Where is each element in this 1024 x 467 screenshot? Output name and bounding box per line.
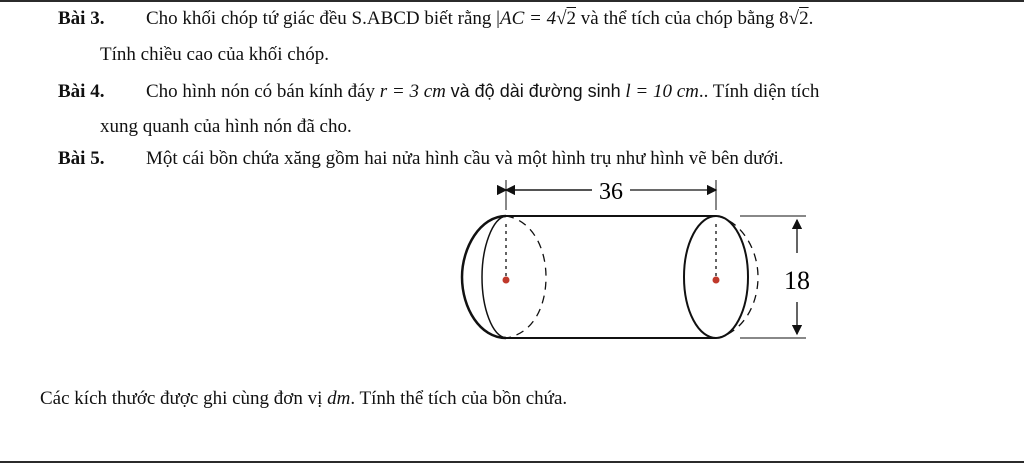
problem-3-text-after: và thể tích của chóp bằng 8 — [580, 8, 789, 29]
problem-4-line-2: xung quanh của hình nón đã cho. — [100, 116, 352, 137]
problem-5-label: Bài 5. — [58, 148, 105, 169]
left-cap-inner — [482, 216, 506, 338]
right-center-dot — [713, 277, 720, 284]
problem-4-mid-text: và độ dài đường sinh — [450, 81, 621, 101]
problem-5-line-1 — [58, 148, 783, 170]
problem-4-line-1 — [58, 80, 819, 103]
left-hemisphere — [462, 216, 506, 338]
footer-unit: dm — [327, 388, 351, 409]
problem-3-label: Bài 3. — [58, 8, 105, 29]
footer-line — [40, 388, 567, 410]
left-center-dot — [503, 277, 510, 284]
problem-3-math-ac: AC = 4 — [499, 8, 557, 29]
problem-4-label: Bài 4. — [58, 81, 105, 102]
problem-5-text: Một cái bồn chứa xăng gồm hai nửa hình cầu và một hình trụ như hình vẽ bên dưới. — [146, 148, 784, 169]
sqrt-symbol: √ — [556, 8, 567, 29]
problem-3-line-2: Tính chiều cao của khối chóp. — [100, 44, 329, 65]
problem-4-math-r: r = 3 cm — [379, 81, 446, 102]
problem-4-math-l: l = 10 cm — [625, 81, 699, 102]
problem-4-text: Cho hình nón có bán kính đáy — [146, 81, 376, 102]
footer-text-before: Các kích thước được ghi cùng đơn vị — [40, 388, 323, 409]
right-hemisphere-hidden — [716, 216, 758, 338]
problem-3-line-1 — [58, 8, 813, 30]
problem-3-text: Cho khối chóp tứ giác đều S.ABCD biết rằng — [146, 8, 492, 29]
problem-3-sqrt-value: 2 — [566, 8, 577, 29]
footer-text-after: . Tính thể tích của bồn chứa. — [350, 388, 568, 409]
abs-bar-left: | — [496, 8, 500, 29]
bottom-border — [0, 461, 1024, 463]
problem-3-end: . — [808, 8, 814, 29]
fuel-tank-diagram — [440, 168, 840, 368]
height-label: 18 — [784, 266, 810, 295]
problem-3-sqrt-value-2: 2 — [799, 8, 809, 29]
length-label: 36 — [599, 179, 623, 205]
problem-4-end-text: .. Tính diện tích — [698, 81, 820, 102]
sqrt-symbol-2: √ — [788, 8, 800, 29]
top-border — [0, 0, 1024, 2]
left-cap-hidden — [506, 216, 546, 338]
